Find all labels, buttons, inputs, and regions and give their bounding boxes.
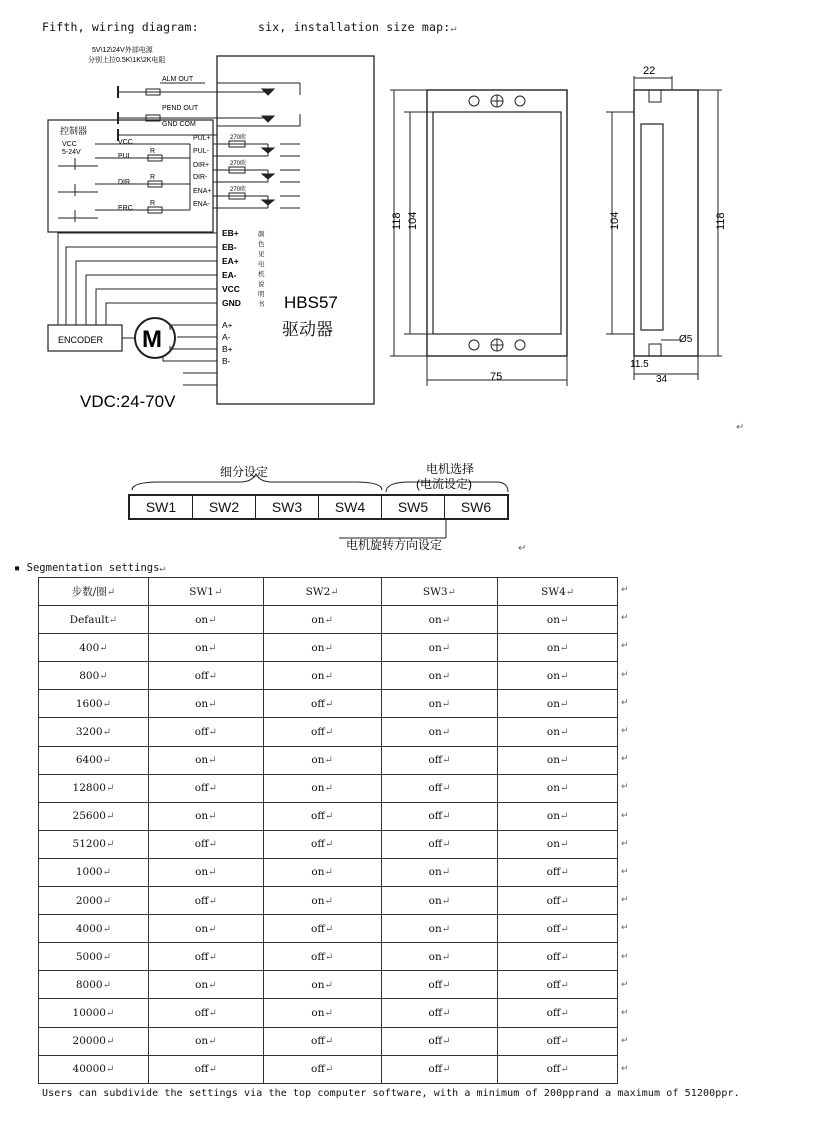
table-row — [39, 662, 618, 690]
switch-state-cell: off↵ — [498, 1027, 618, 1055]
switch-state-cell: on↵ — [263, 999, 381, 1027]
switch-sw4: SW4 — [319, 496, 382, 518]
svg-text:机: 机 — [258, 271, 265, 278]
header-sw4: SW4↵ — [498, 578, 618, 606]
table-row — [39, 718, 618, 746]
switch-state-cell: on↵ — [381, 943, 498, 971]
svg-text:↵: ↵ — [518, 543, 527, 554]
switch-state-cell: on↵ — [263, 887, 381, 915]
row-end-mark: ↵ — [621, 585, 629, 595]
row-end-mark: ↵ — [621, 613, 629, 624]
switch-state-cell: on↵ — [498, 606, 618, 634]
switch-sw3: SW3 — [256, 496, 319, 518]
svg-text:270欧: 270欧 — [230, 187, 247, 193]
switch-state-cell: off↵ — [148, 1055, 263, 1083]
svg-text:270欧: 270欧 — [230, 135, 247, 141]
table-row — [39, 943, 618, 971]
switch-state-cell: on↵ — [498, 830, 618, 858]
side-width: 34 — [656, 374, 668, 385]
switch-state-cell: off↵ — [498, 1055, 618, 1083]
row-end-mark: ↵ — [621, 1008, 629, 1018]
controller-title: 控制器 — [60, 126, 88, 136]
switch-state-cell: on↵ — [263, 606, 381, 634]
table-row — [39, 690, 618, 718]
vdc-label: VDC:24-70V — [80, 392, 176, 411]
svg-text:明: 明 — [258, 291, 265, 298]
steps-cell: 12800↵ — [39, 774, 149, 802]
svg-text:电: 电 — [258, 261, 265, 268]
switch-state-cell: on↵ — [498, 662, 618, 690]
table-row — [39, 887, 618, 915]
steps-cell: 1600↵ — [39, 690, 149, 718]
svg-text:R: R — [150, 148, 156, 155]
terminal-a-plus: A+ — [222, 320, 233, 330]
driver-model: HBS57 — [284, 293, 338, 312]
terminal-pul-plus: PUL+ — [193, 135, 211, 142]
svg-text:颜: 颜 — [258, 231, 265, 238]
table-row — [39, 915, 618, 943]
wiring-diagram-title: Fifth, wiring diagram: — [42, 20, 199, 34]
row-end-mark: ↵ — [621, 641, 629, 652]
switch-state-cell: on↵ — [148, 1027, 263, 1055]
row-end-mark: ↵ — [621, 697, 629, 708]
svg-text:R: R — [150, 174, 156, 181]
side-height-inner: 104 — [609, 211, 621, 230]
terminal-gnd-com: GND COM — [162, 121, 196, 128]
switch-state-cell: off↵ — [148, 887, 263, 915]
steps-cell: 10000↵ — [39, 999, 149, 1027]
table-row — [39, 606, 618, 634]
switch-state-cell: off↵ — [148, 662, 263, 690]
terminal-a-minus: A- — [222, 332, 231, 342]
switch-state-cell: on↵ — [263, 662, 381, 690]
switch-state-cell: off↵ — [148, 943, 263, 971]
switch-sw1: SW1 — [130, 496, 193, 518]
switch-state-cell: on↵ — [263, 971, 381, 999]
switch-state-cell: off↵ — [263, 830, 381, 858]
switch-sw5: SW5 — [382, 496, 445, 518]
driver-box — [217, 56, 374, 404]
switch-state-cell: on↵ — [148, 802, 263, 830]
switch-state-cell: on↵ — [381, 915, 498, 943]
table-row — [39, 774, 618, 802]
table-row — [39, 830, 618, 858]
switch-state-cell: off↵ — [381, 746, 498, 774]
switch-state-cell: off↵ — [148, 774, 263, 802]
svg-text:说: 说 — [258, 281, 265, 288]
svg-text:书: 书 — [258, 301, 265, 308]
steps-cell: 8000↵ — [39, 971, 149, 999]
terminal-pend-out: PEND OUT — [162, 105, 199, 112]
row-end-mark: ↵ — [621, 669, 629, 680]
steps-cell: 400↵ — [39, 634, 149, 662]
table-row — [39, 858, 618, 886]
header-steps: 步数/圈↵ — [39, 578, 149, 606]
switch-state-cell: off↵ — [263, 915, 381, 943]
switch-state-cell: off↵ — [263, 802, 381, 830]
header-sw3: SW3↵ — [381, 578, 498, 606]
vcc-line-label: VCC — [118, 139, 133, 146]
installation-size-title: six, installation size map:↵ — [258, 20, 457, 34]
terminal-eb-minus: EB- — [222, 242, 237, 252]
steps-cell: 6400↵ — [39, 746, 149, 774]
row-end-mark: ↵ — [621, 838, 629, 849]
switch-state-cell: off↵ — [148, 999, 263, 1027]
subdivision-label: 细分设定 — [220, 465, 269, 479]
switch-state-cell: on↵ — [148, 690, 263, 718]
front-height-outer: 118 — [391, 212, 403, 230]
encoder-label: ENCODER — [58, 335, 104, 345]
switch-state-cell: off↵ — [381, 1055, 498, 1083]
steps-cell: 4000↵ — [39, 915, 149, 943]
switch-state-cell: off↵ — [381, 999, 498, 1027]
svg-text:见: 见 — [258, 251, 265, 258]
motor-label: M — [142, 326, 162, 353]
switch-state-cell: off↵ — [148, 830, 263, 858]
terminal-alm-out: ALM OUT — [162, 76, 194, 83]
steps-cell: 800↵ — [39, 662, 149, 690]
steps-cell: 25600↵ — [39, 802, 149, 830]
table-row — [39, 1055, 618, 1083]
switch-state-cell: on↵ — [381, 606, 498, 634]
switch-state-cell: off↵ — [263, 690, 381, 718]
front-width: 75 — [490, 371, 503, 383]
terminal-ena-plus: ENA+ — [193, 188, 212, 195]
steps-cell: 3200↵ — [39, 718, 149, 746]
dir-line-label: DIR — [118, 179, 131, 186]
switch-state-cell: off↵ — [498, 971, 618, 999]
switch-state-cell: on↵ — [498, 718, 618, 746]
footer-note: Users can subdivide the settings via the top computer software, with a minimum of 200pprand a maximum of 51200ppr. — [42, 1088, 740, 1099]
table-row — [39, 634, 618, 662]
switch-state-cell: on↵ — [498, 802, 618, 830]
controller-box — [48, 120, 213, 232]
terminal-ea-plus: EA+ — [222, 256, 239, 266]
wiring-and-dimension-diagram — [0, 40, 820, 460]
row-end-mark: ↵ — [621, 895, 629, 906]
switch-state-cell: on↵ — [498, 746, 618, 774]
row-end-mark: ↵ — [621, 1064, 629, 1075]
side-view — [634, 90, 698, 356]
terminal-gnd: GND — [222, 298, 241, 308]
row-end-mark: ↵ — [621, 1036, 629, 1047]
side-offset: 11.5 — [630, 359, 649, 370]
driver-name: 驱动器 — [282, 320, 333, 339]
svg-text:VCC: VCC — [62, 141, 77, 148]
steps-cell: 40000↵ — [39, 1055, 149, 1083]
table-row — [39, 746, 618, 774]
row-end-mark: ↵ — [621, 951, 629, 962]
switch-state-cell: on↵ — [381, 662, 498, 690]
steps-cell: 2000↵ — [39, 887, 149, 915]
switch-state-cell: off↵ — [498, 887, 618, 915]
row-end-mark: ↵ — [621, 754, 629, 765]
switch-state-cell: on↵ — [498, 774, 618, 802]
switch-sw6: SW6 — [460, 499, 492, 515]
switch-state-cell: on↵ — [498, 690, 618, 718]
switch-state-cell: off↵ — [148, 718, 263, 746]
switch-state-cell: on↵ — [381, 634, 498, 662]
svg-text:↵: ↵ — [736, 422, 745, 433]
switch-state-cell: on↵ — [381, 718, 498, 746]
current-setting-label: (电流设定) — [416, 477, 472, 491]
pul-line-label: PUL — [118, 153, 132, 160]
direction-label: 电机旋转方向设定 — [346, 538, 443, 552]
switch-state-cell: off↵ — [381, 971, 498, 999]
power-label-line2: 分别上拉0.5K\1K\2K电阻 — [88, 57, 166, 64]
steps-cell: 20000↵ — [39, 1027, 149, 1055]
terminal-b-plus: B+ — [222, 344, 233, 354]
terminal-ea-minus: EA- — [222, 270, 237, 280]
switch-state-cell: on↵ — [381, 858, 498, 886]
table-header-row — [39, 578, 618, 606]
switch-state-cell: off↵ — [263, 1055, 381, 1083]
switch-state-cell: on↵ — [381, 690, 498, 718]
switch-sw2: SW2 — [193, 496, 256, 518]
switch-state-cell: on↵ — [263, 774, 381, 802]
switch-state-cell: on↵ — [263, 634, 381, 662]
switch-state-cell: off↵ — [381, 802, 498, 830]
steps-cell: Default↵ — [39, 606, 149, 634]
svg-text:5-24V: 5-24V — [62, 149, 81, 156]
switch-state-cell: on↵ — [148, 746, 263, 774]
row-end-mark: ↵ — [621, 923, 629, 934]
switch-state-cell: on↵ — [498, 634, 618, 662]
side-top-width: 22 — [643, 65, 656, 77]
encoder-color-note — [258, 229, 265, 308]
terminal-ena-minus: ENA- — [193, 201, 210, 208]
switch-state-cell: off↵ — [381, 1027, 498, 1055]
switch-state-cell: off↵ — [381, 830, 498, 858]
switch-state-cell: on↵ — [148, 606, 263, 634]
row-end-mark: ↵ — [621, 782, 629, 793]
switch-state-cell: on↵ — [148, 971, 263, 999]
switch-state-cell: on↵ — [381, 887, 498, 915]
table-row — [39, 802, 618, 830]
row-end-mark: ↵ — [621, 810, 629, 821]
dip-switch-strip — [128, 494, 509, 520]
switch-state-cell: off↵ — [263, 943, 381, 971]
header-sw2: SW2↵ — [263, 578, 381, 606]
steps-cell: 51200↵ — [39, 830, 149, 858]
segmentation-table — [38, 577, 618, 1084]
terminal-dir-minus: DIR- — [193, 174, 208, 181]
row-end-mark: ↵ — [621, 867, 629, 877]
power-label-line1: 5V\12\24V外部电源 — [92, 47, 153, 54]
side-height-outer: 118 — [715, 212, 727, 230]
terminal-b-minus: B- — [222, 356, 231, 366]
hole-diameter: Ø5 — [679, 334, 693, 345]
svg-text:R: R — [150, 200, 156, 207]
switch-state-cell: off↵ — [263, 718, 381, 746]
svg-text:色: 色 — [258, 241, 265, 248]
svg-text:270欧: 270欧 — [230, 161, 247, 167]
terminal-dir-plus: DIR+ — [193, 162, 210, 169]
switch-state-cell: off↵ — [381, 774, 498, 802]
steps-cell: 1000↵ — [39, 858, 149, 886]
row-end-mark: ↵ — [621, 726, 629, 736]
switch-state-cell: off↵ — [498, 943, 618, 971]
switch-state-cell: on↵ — [263, 746, 381, 774]
terminal-eb-plus: EB+ — [222, 228, 239, 238]
table-row — [39, 999, 618, 1027]
segmentation-title: ▪ Segmentation settings↵ — [14, 562, 166, 574]
header-sw1: SW1↵ — [148, 578, 263, 606]
row-end-mark: ↵ — [621, 979, 629, 990]
steps-cell: 5000↵ — [39, 943, 149, 971]
switch-state-cell: on↵ — [148, 858, 263, 886]
front-view — [427, 90, 567, 356]
switch-state-cell: off↵ — [263, 1027, 381, 1055]
switch-state-cell: on↵ — [263, 858, 381, 886]
switch-state-cell: on↵ — [148, 634, 263, 662]
switch-state-cell: off↵ — [498, 915, 618, 943]
table-row — [39, 1027, 618, 1055]
motor-select-label: 电机选择 — [426, 462, 475, 476]
terminal-pul-minus: PUL- — [193, 148, 209, 155]
switch-state-cell: on↵ — [148, 915, 263, 943]
switch-state-cell: off↵ — [498, 999, 618, 1027]
erc-line-label: ERC — [118, 205, 133, 212]
switch-state-cell: off↵ — [498, 858, 618, 886]
front-height-inner: 104 — [407, 211, 419, 230]
terminal-vcc: VCC — [222, 284, 240, 294]
table-row — [39, 971, 618, 999]
